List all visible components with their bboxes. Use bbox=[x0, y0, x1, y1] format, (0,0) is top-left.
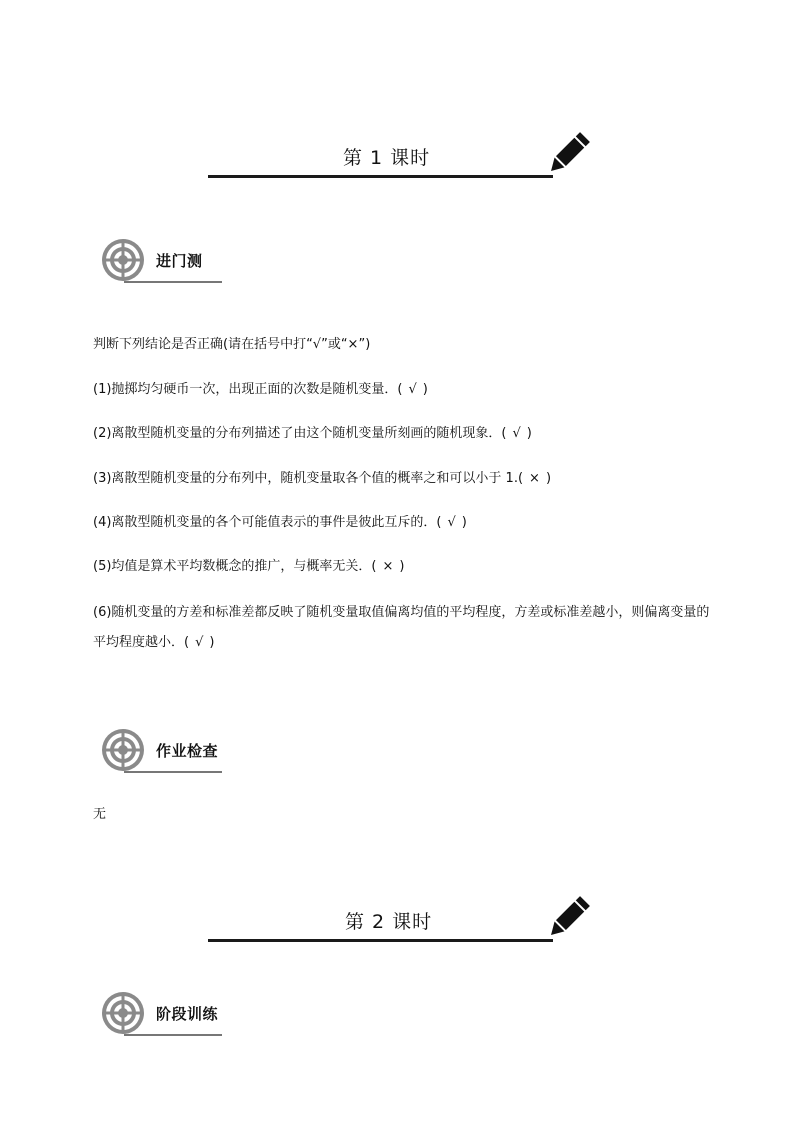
section-underline bbox=[124, 771, 222, 773]
target-icon bbox=[100, 990, 146, 1036]
target-icon bbox=[100, 727, 146, 773]
section-homework-check bbox=[100, 727, 230, 777]
question-text: (1)抛掷均匀硬币一次，出现正面的次数是随机变量．( bbox=[93, 382, 403, 397]
lesson-2-title: 第 2 课时 bbox=[345, 911, 433, 933]
pencil-icon bbox=[542, 128, 594, 180]
answer-mark: √ bbox=[447, 515, 456, 530]
intro-text: 判断下列结论是否正确(请在括号中打“√”或“×”) bbox=[93, 337, 371, 352]
question-text: (4)离散型随机变量的各个可能值表示的事件是彼此互斥的．( bbox=[93, 515, 442, 530]
question-4 bbox=[93, 508, 467, 538]
section-label: 阶段训练 bbox=[156, 1005, 219, 1023]
answer-mark: × bbox=[382, 559, 394, 574]
lesson-2-rule bbox=[208, 939, 553, 942]
question-close: ) bbox=[526, 426, 532, 441]
section-entry-test bbox=[100, 237, 230, 287]
target-icon bbox=[100, 237, 146, 283]
answer-mark: √ bbox=[195, 635, 204, 650]
question-close: ) bbox=[461, 515, 467, 530]
section-label: 进门测 bbox=[156, 252, 203, 270]
pencil-icon bbox=[542, 892, 594, 944]
question-close: ) bbox=[422, 382, 428, 397]
section-stage-training bbox=[100, 990, 230, 1040]
question-6 bbox=[93, 598, 713, 658]
answer-mark: √ bbox=[512, 426, 521, 441]
section-underline bbox=[124, 281, 222, 283]
question-2 bbox=[93, 419, 532, 449]
question-text: (5)均值是算术平均数概念的推广，与概率无关．( bbox=[93, 559, 377, 574]
question-1 bbox=[93, 375, 428, 405]
question-text: (2)离散型随机变量的分布列描述了由这个随机变量所刻画的随机现象．( bbox=[93, 426, 507, 441]
section-label: 作业检查 bbox=[156, 742, 219, 760]
section-underline bbox=[124, 1034, 222, 1036]
question-close: ) bbox=[209, 635, 215, 650]
question-5 bbox=[93, 552, 404, 582]
answer-mark: × bbox=[529, 471, 540, 486]
question-close: ) bbox=[399, 559, 405, 574]
answer-mark: √ bbox=[408, 382, 417, 397]
lesson-1-title: 第 1 课时 bbox=[343, 147, 431, 169]
question-text: (3)离散型随机变量的分布列中，随机变量取各个值的概率之和可以小于 1.( bbox=[93, 471, 524, 486]
question-close: ) bbox=[545, 471, 552, 486]
question-text: (6)随机变量的方差和标准差都反映了随机变量取值偏离均值的平均程度，方差或标准差越小，则偏离变量的平均程度越小．( bbox=[93, 605, 710, 650]
lesson-1-rule bbox=[208, 175, 553, 178]
homework-content: 无 bbox=[93, 807, 107, 822]
question-3 bbox=[93, 464, 551, 494]
